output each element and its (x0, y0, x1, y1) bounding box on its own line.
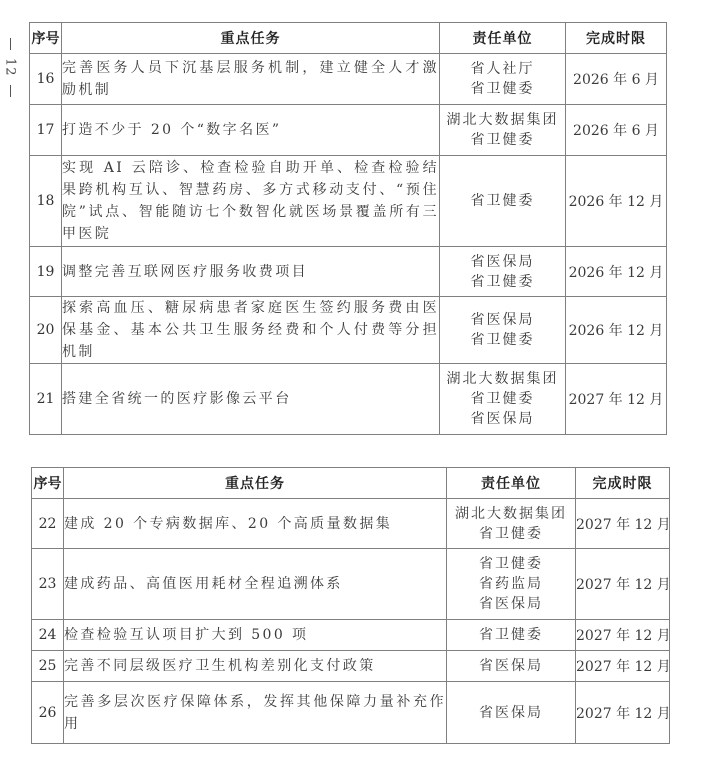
row-units (440, 247, 566, 297)
unit-name: 省卫健委 (479, 525, 543, 542)
table-row (30, 247, 667, 297)
table-row (30, 364, 667, 435)
row-units (447, 682, 576, 744)
row-units (440, 364, 566, 435)
row-units (447, 499, 576, 549)
key-tasks-table-1 (29, 22, 667, 435)
unit-name: 省卫健委 (470, 391, 535, 407)
row-task: 检查检验互认项目扩大到 500 项 (64, 620, 447, 651)
unit-name: 省卫健委 (470, 273, 535, 290)
unit-name: 省药监局 (479, 576, 543, 592)
table-row (32, 682, 670, 744)
row-deadline: 2027 年 12 月 (576, 549, 670, 620)
unit-name: 省卫健委 (470, 132, 535, 148)
table-row (30, 297, 667, 364)
row-units (447, 620, 576, 651)
row-seq: 22 (32, 499, 64, 549)
header-deadline: 完成时限 (566, 23, 667, 54)
row-deadline: 2026 年 6 月 (566, 54, 667, 105)
row-task: 调整完善互联网医疗服务收费项目 (62, 247, 440, 297)
row-deadline: 2026 年 12 月 (566, 247, 667, 297)
table-row (30, 54, 667, 105)
row-seq: 17 (30, 105, 62, 156)
table-row (32, 620, 670, 651)
unit-name: 湖北大数据集团 (446, 112, 559, 128)
key-tasks-table-2 (31, 467, 670, 744)
table-row (32, 651, 670, 682)
row-seq: 18 (30, 156, 62, 247)
header-seq: 序号 (32, 468, 64, 499)
header-unit: 责任单位 (447, 468, 576, 499)
page-number-value: 12 (2, 58, 18, 77)
header-seq: 序号 (30, 23, 62, 54)
row-units (440, 156, 566, 247)
row-deadline: 2026 年 12 月 (566, 297, 667, 364)
header-task: 重点任务 (62, 23, 440, 54)
row-seq: 23 (32, 549, 64, 620)
row-deadline: 2027 年 12 月 (566, 364, 667, 435)
table-header-row (30, 23, 667, 54)
row-task: 完善不同层级医疗卫生机构差别化支付政策 (64, 651, 447, 682)
row-task: 打造不少于 20 个“数字名医” (62, 105, 440, 156)
table-header-row (32, 468, 670, 499)
unit-name: 省卫健委 (470, 81, 535, 97)
row-task: 完善医务人员下沉基层服务机制，建立健全人才激励机制 (62, 54, 440, 105)
row-task: 建成 20 个专病数据库、20 个高质量数据集 (64, 499, 447, 549)
table-row (30, 105, 667, 156)
page-number-dash-top (10, 38, 11, 50)
unit-name: 省医保局 (470, 411, 535, 427)
unit-name: 省医保局 (479, 596, 543, 612)
unit-name: 省卫健委 (470, 332, 535, 348)
table-row (32, 549, 670, 620)
unit-name: 湖北大数据集团 (446, 371, 559, 387)
row-task: 探索高血压、糖尿病患者家庭医生签约服务费由医保基金、基本公共卫生服务经费和个人付费等分担机制 (62, 297, 440, 364)
row-units (440, 105, 566, 156)
unit-name: 省医保局 (470, 312, 535, 328)
page-number-dash-bottom (10, 85, 11, 97)
row-units (440, 297, 566, 364)
header-task: 重点任务 (64, 468, 447, 499)
row-seq: 21 (30, 364, 62, 435)
unit-name: 省医保局 (470, 253, 535, 270)
row-deadline: 2027 年 12 月 (576, 620, 670, 651)
row-deadline: 2026 年 6 月 (566, 105, 667, 156)
page-number (2, 38, 18, 97)
row-task: 实现 AI 云陪诊、检查检验自助开单、检查检验结果跨机构互认、智慧药房、多方式移动支付、“预住院”试点、智能随访七个数智化就医场景覆盖所有三甲医院 (62, 156, 440, 247)
unit-name: 省卫健委 (479, 556, 543, 572)
header-deadline: 完成时限 (576, 468, 670, 499)
row-units (447, 549, 576, 620)
row-task: 建成药品、高值医用耗材全程追溯体系 (64, 549, 447, 620)
unit-name: 省医保局 (479, 704, 543, 721)
unit-name: 省人社厅 (470, 61, 535, 77)
header-unit: 责任单位 (440, 23, 566, 54)
row-seq: 25 (32, 651, 64, 682)
row-seq: 24 (32, 620, 64, 651)
unit-name: 省卫健委 (479, 627, 543, 643)
row-deadline: 2027 年 12 月 (576, 651, 670, 682)
unit-name: 省卫健委 (470, 193, 535, 209)
table-row (32, 499, 670, 549)
row-units (440, 54, 566, 105)
unit-name: 省医保局 (479, 658, 543, 674)
row-units (447, 651, 576, 682)
row-seq: 16 (30, 54, 62, 105)
row-task: 完善多层次医疗保障体系，发挥其他保障力量补充作用 (64, 682, 447, 744)
table-row (30, 156, 667, 247)
unit-name: 湖北大数据集团 (455, 505, 567, 522)
row-seq: 26 (32, 682, 64, 744)
row-deadline: 2027 年 12 月 (576, 682, 670, 744)
row-deadline: 2027 年 12 月 (576, 499, 670, 549)
row-seq: 19 (30, 247, 62, 297)
row-deadline: 2026 年 12 月 (566, 156, 667, 247)
row-task: 搭建全省统一的医疗影像云平台 (62, 364, 440, 435)
row-seq: 20 (30, 297, 62, 364)
